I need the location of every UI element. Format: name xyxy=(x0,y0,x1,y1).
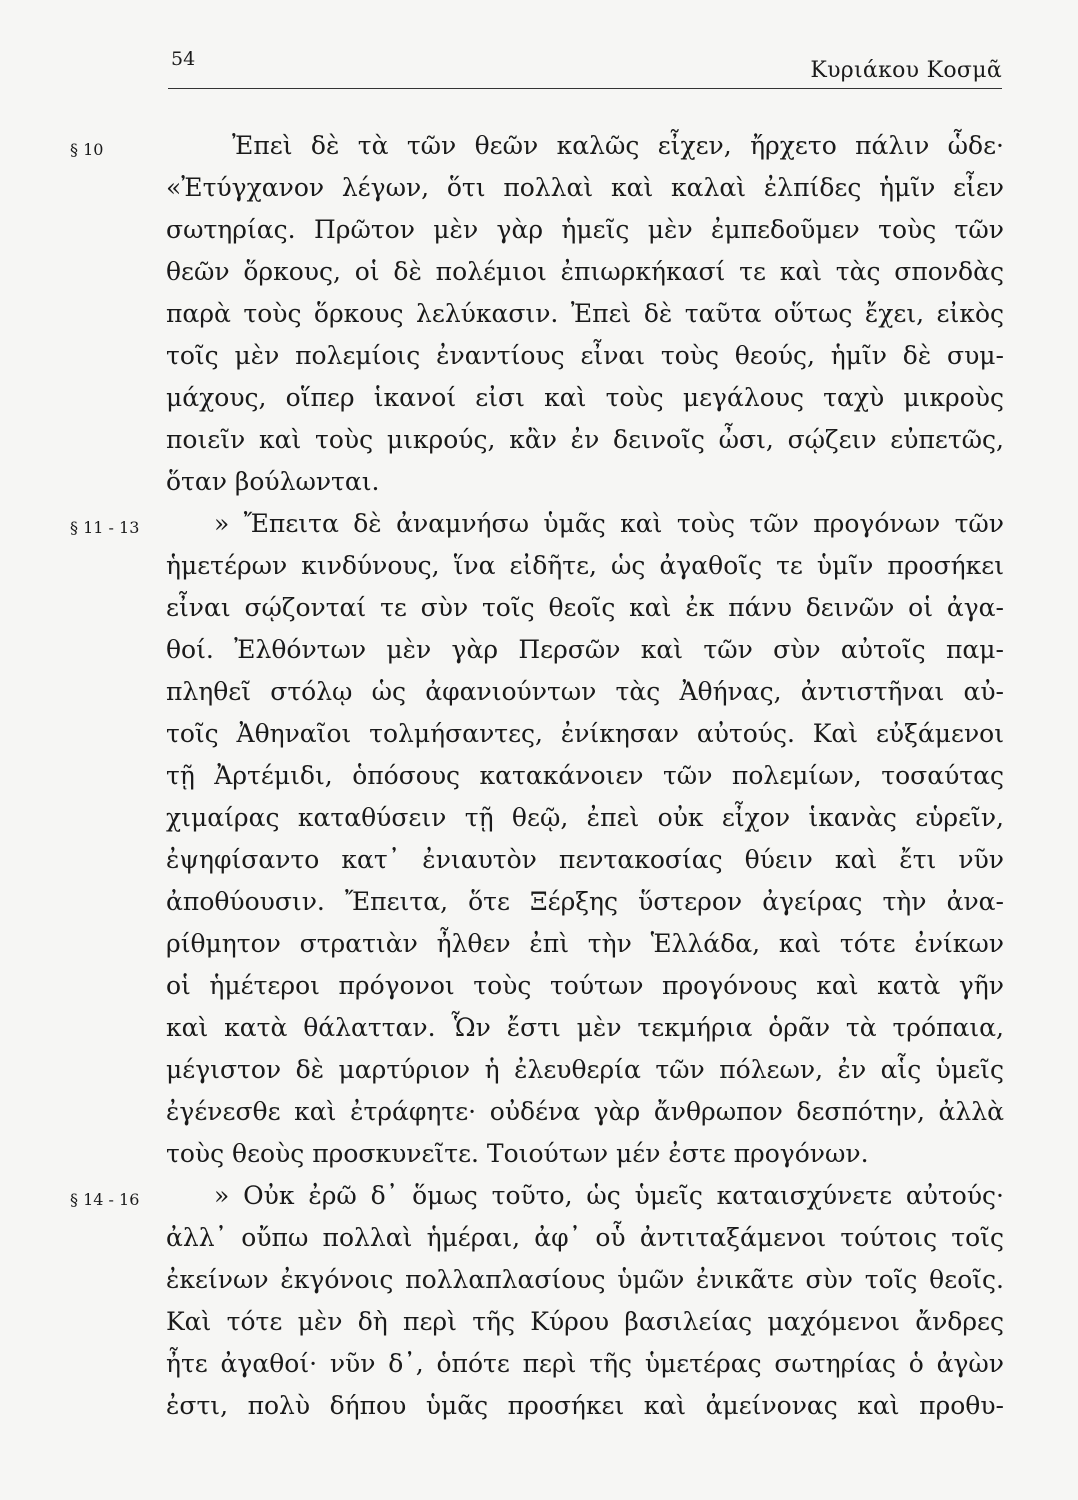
text-line: ἦτε ἀγαθοί· νῦν δ᾽, ὁπότε περὶ τῆς ὑμετέρας σωτηρίας ὁ ἀγὼν xyxy=(166,1349,1004,1378)
page-number: 54 xyxy=(171,48,196,70)
section-marker: § 10 xyxy=(70,140,104,159)
running-head-author: Κυριάκου Κοσμᾶ xyxy=(810,58,1002,83)
section-marker: § 11 - 13 xyxy=(70,518,140,537)
text-line: ρίθμητον στρατιὰν ἦλθεν ἐπὶ τὴν Ἑλλάδα, καὶ τότε ἐνίκων xyxy=(166,929,1004,958)
text-line: ἡμετέρων κινδύνους, ἵνα εἰδῆτε, ὡς ἀγαθοῖς τε ὑμῖν προσήκει xyxy=(166,551,1004,580)
text-line: ἐγένεσθε καὶ ἐτράφητε· οὐδένα γὰρ ἄνθρωπον δεσπότην, ἀλλὰ xyxy=(166,1097,1004,1126)
text-line: » Οὐκ ἐρῶ δ᾽ ὅμως τοῦτο, ὡς ὑμεῖς καταισχύνετε αὐτούς· xyxy=(214,1181,1004,1210)
text-line: Ἐπεὶ δὲ τὰ τῶν θεῶν καλῶς εἶχεν, ἤρχετο πάλιν ὧδε· xyxy=(232,131,1004,160)
text-line: χιμαίρας καταθύσειν τῇ θεῷ, ἐπεὶ οὐκ εἶχον ἱκανὰς εὑρεῖν, xyxy=(166,803,1004,832)
text-line: «Ἐτύγχανον λέγων, ὅτι πολλαὶ καὶ καλαὶ ἐλπίδες ἡμῖν εἶεν xyxy=(166,173,1004,202)
text-line: ποιεῖν καὶ τοὺς μικρούς, κἂν ἐν δεινοῖς ὦσι, σῴζειν εὐπετῶς, xyxy=(166,425,1004,454)
text-line: οἱ ἡμέτεροι πρόγονοι τοὺς τούτων προγόνους καὶ κατὰ γῆν xyxy=(166,971,1004,1000)
text-line: παρὰ τοὺς ὅρκους λελύκασιν. Ἐπεὶ δὲ ταῦτα οὕτως ἔχει, εἰκὸς xyxy=(166,299,1004,328)
text-line: καὶ κατὰ θάλατταν. Ὧν ἔστι μὲν τεκμήρια ὁρᾶν τὰ τρόπαια, xyxy=(166,1013,1004,1042)
text-line: θοί. Ἐλθόντων μὲν γὰρ Περσῶν καὶ τῶν σὺν αὐτοῖς παμ- xyxy=(166,635,1004,664)
text-line: ἐψηφίσαντο κατ᾽ ἐνιαυτὸν πεντακοσίας θύειν καὶ ἔτι νῦν xyxy=(166,845,1004,874)
text-line: » Ἔπειτα δὲ ἀναμνήσω ὑμᾶς καὶ τοὺς τῶν προγόνων τῶν xyxy=(214,509,1004,538)
text-line: σωτηρίας. Πρῶτον μὲν γὰρ ἡμεῖς μὲν ἐμπεδοῦμεν τοὺς τῶν xyxy=(166,215,1004,244)
text-line: ἀλλ᾽ οὔπω πολλαὶ ἡμέραι, ἀφ᾽ οὗ ἀντιταξάμενοι τούτοις τοῖς xyxy=(166,1223,1004,1252)
running-head xyxy=(168,48,1002,89)
text-line: εἶναι σῴζονταί τε σὺν τοῖς θεοῖς καὶ ἐκ πάνυ δεινῶν οἱ ἀγα- xyxy=(166,593,1004,622)
text-line: τοῖς μὲν πολεμίοις ἐναντίους εἶναι τοὺς θεούς, ἡμῖν δὲ συμ- xyxy=(166,341,1004,370)
text-line: μέγιστον δὲ μαρτύριον ἡ ἐλευθερία τῶν πόλεων, ἐν αἷς ὑμεῖς xyxy=(166,1055,1004,1084)
text-line: ἐκείνων ἐκγόνοις πολλαπλασίους ὑμῶν ἐνικᾶτε σὺν τοῖς θεοῖς. xyxy=(166,1265,1004,1294)
text-line: ὅταν βούλωνται. xyxy=(166,467,380,496)
text-line: πληθεῖ στόλῳ ὡς ἀφανιούντων τὰς Ἀθήνας, ἀντιστῆναι αὐ- xyxy=(166,677,1004,706)
text-line: μάχους, οἵπερ ἱκανοί εἰσι καὶ τοὺς μεγάλους ταχὺ μικροὺς xyxy=(166,383,1004,412)
text-line: Καὶ τότε μὲν δὴ περὶ τῆς Κύρου βασιλείας μαχόμενοι ἄνδρες xyxy=(166,1307,1004,1336)
text-line: τοῖς Ἀθηναῖοι τολμήσαντες, ἐνίκησαν αὐτούς. Καὶ εὐξάμενοι xyxy=(166,719,1004,748)
section-marker: § 14 - 16 xyxy=(70,1190,140,1209)
text-line: τοὺς θεοὺς προσκυνεῖτε. Τοιούτων μέν ἐστε προγόνων. xyxy=(166,1139,869,1168)
text-line: ἀποθύουσιν. Ἔπειτα, ὅτε Ξέρξης ὕστερον ἀγείρας τὴν ἀνα- xyxy=(166,887,1004,916)
text-line: θεῶν ὅρκους, οἱ δὲ πολέμιοι ἐπιωρκήκασί τε καὶ τὰς σπονδὰς xyxy=(166,257,1004,286)
text-line: ἐστι, πολὺ δήπου ὑμᾶς προσήκει καὶ ἀμείνονας καὶ προθυ- xyxy=(166,1391,1004,1420)
text-line: τῇ Ἀρτέμιδι, ὁπόσους κατακάνοιεν τῶν πολεμίων, τοσαύτας xyxy=(166,761,1004,790)
